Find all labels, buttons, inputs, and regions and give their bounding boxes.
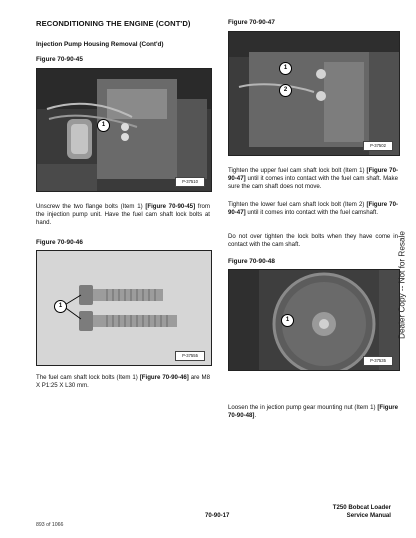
dealer-copy-watermark: [395, 230, 409, 340]
paragraph-text: Loosen the in jection pump gear mounting nut (Item 1): [228, 404, 378, 411]
callout-1: 1: [281, 314, 294, 327]
paragraph-text: until it comes into contact with the fuel camshaft.: [245, 209, 379, 217]
callout-1: 1: [279, 62, 292, 75]
paragraph-tighten-lower: [228, 201, 398, 217]
figure-reference: [Figure 70-90-47]: [228, 167, 398, 183]
paragraph-text: from the injection pump unit. Have the fuel cam shaft lock bolts at hand.: [36, 203, 210, 227]
callout-1: 1: [54, 300, 67, 313]
footer-page-number: 70-90-17: [205, 512, 230, 519]
footer-model: T250 Bobcat Loader: [332, 504, 391, 511]
engine-photo-illustration: [37, 69, 211, 191]
figure-reference: [Figure 70-90-47]: [228, 201, 398, 217]
pump-gear-photo-illustration: [229, 270, 399, 370]
paragraph-text: Tighten the upper fuel cam shaft lock bolt (Item 1): [228, 167, 367, 174]
paragraph-text: until it comes into contact with the fuel cam shaft. Make sure the cam shaft does not move.: [228, 175, 398, 191]
paragraph-text: The fuel cam shaft lock bolts (Item 1): [36, 374, 140, 381]
figure-reference: [Figure 70-90-46]: [139, 374, 189, 381]
section-title: RECONDITIONING THE ENGINE (CONT'D): [36, 19, 191, 28]
figure-reference: [Figure 70-90-45]: [145, 203, 196, 210]
callout-1: 1: [97, 119, 110, 132]
photo-code: P-37535: [363, 356, 393, 366]
watermark-text: Dealer Copy -- Not for Resale: [397, 231, 407, 339]
figure-caption: Figure 70-90-46: [36, 239, 83, 246]
paragraph-unscrew-bolts: [36, 203, 210, 228]
figure-caption: Figure 70-90-48: [228, 258, 275, 265]
paragraph-text: .: [254, 412, 257, 420]
paragraph-text: Unscrew the two flange bolts (Item 1): [36, 203, 146, 210]
figure-photo-pump-gear: [228, 269, 400, 371]
photo-code: P-37555: [175, 351, 205, 361]
paragraph-bolt-spec: [36, 374, 210, 390]
subheading: Injection Pump Housing Removal (Cont'd): [36, 41, 164, 48]
photo-code: P-37510: [175, 177, 205, 187]
paragraph-tighten-upper: [228, 167, 398, 192]
paragraph-caution: Do not over tighten the lock bolts when they have come in contact with the cam shaft.: [228, 233, 398, 249]
paragraph-text: Tighten the lower fuel cam shaft lock bolt (Item 2): [228, 201, 367, 208]
photo-code: P-37502: [363, 141, 393, 151]
figure-photo-lock-bolts: [228, 31, 400, 156]
paragraph-loosen-nut: [228, 404, 398, 420]
callout-2: 2: [279, 84, 292, 97]
figure-reference: [Figure 70-90-48]: [228, 404, 398, 420]
figure-caption: Figure 70-90-47: [228, 19, 275, 26]
lock-bolts-photo-illustration: [229, 32, 399, 155]
figure-caption: Figure 70-90-45: [36, 56, 83, 63]
figure-photo-bolts: [36, 250, 212, 366]
footer-manual: Service Manual: [346, 512, 391, 519]
paragraph-text: are M8 X P1:25 X L30 mm.: [36, 374, 210, 390]
figure-photo-engine: [36, 68, 212, 192]
page-count: 893 of 1066: [36, 522, 64, 528]
